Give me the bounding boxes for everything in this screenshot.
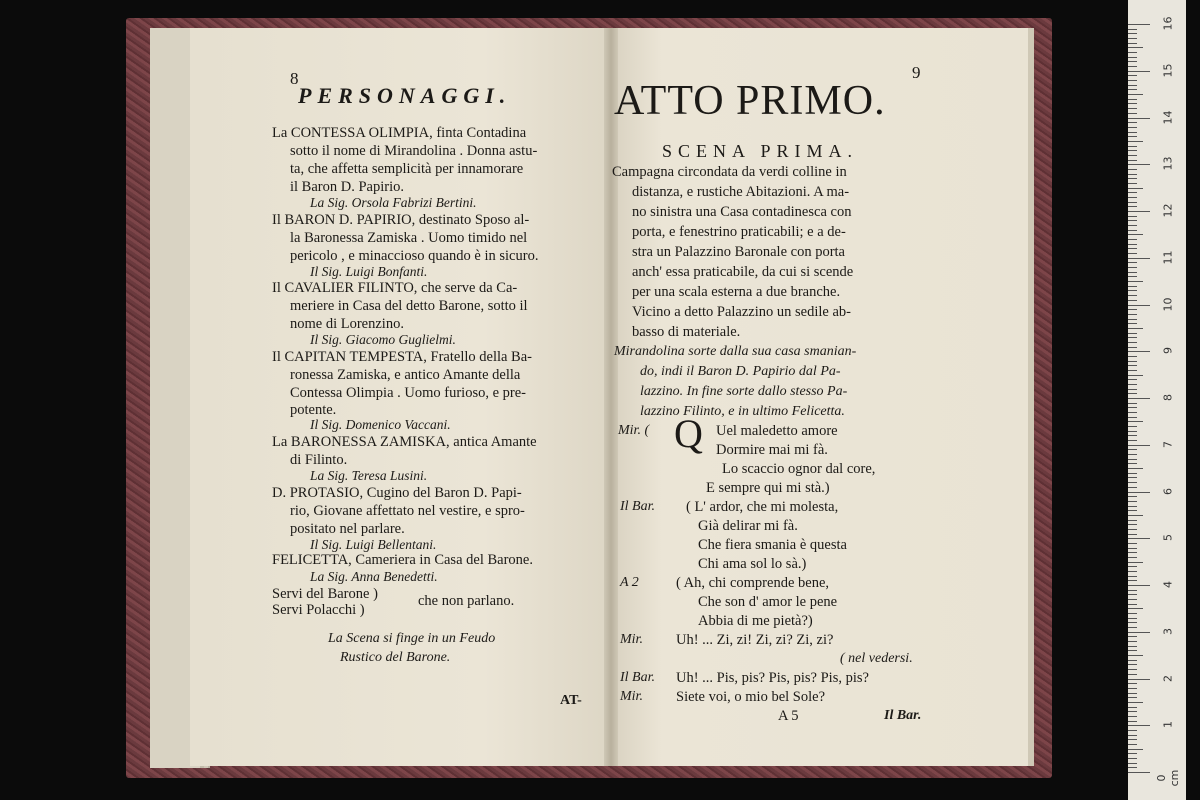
verse-line: ( L' ardor, che mi molesta, — [686, 499, 839, 515]
ruler-tick — [1128, 33, 1137, 34]
text-line: distanza, e rustiche Abitazioni. A ma- — [632, 184, 850, 200]
ruler-tick — [1128, 319, 1137, 320]
ruler-tick — [1128, 510, 1137, 511]
ruler-tick — [1128, 220, 1137, 221]
ruler-tick — [1128, 613, 1137, 614]
ruler-tick — [1128, 57, 1137, 58]
text-line: Il CAPITAN TEMPESTA, Fratello della Ba- — [272, 349, 532, 365]
ruler-tick — [1128, 276, 1137, 277]
page-number: 9 — [912, 63, 921, 82]
ruler-tick — [1128, 725, 1150, 726]
ruler-tick — [1128, 566, 1137, 567]
ruler-tick — [1128, 361, 1137, 362]
ruler-tick — [1128, 449, 1137, 450]
ruler-number: 1 — [1161, 721, 1175, 729]
ruler-tick — [1128, 108, 1137, 109]
ruler-tick — [1128, 150, 1137, 151]
text-line: no sinistra una Casa contadinesca con — [632, 204, 852, 220]
ruler-tick — [1128, 669, 1137, 670]
speaker-label: Mir. — [620, 632, 643, 647]
ruler-tick — [1128, 379, 1137, 380]
ruler-tick — [1128, 557, 1137, 558]
text-line: ronessa Zamiska, e antico Amante della — [290, 367, 521, 383]
ruler-number: 16 — [1161, 16, 1175, 31]
ruler-tick — [1128, 375, 1143, 376]
stage-direction: ( nel vedersi. — [840, 651, 913, 666]
ruler-tick — [1128, 496, 1137, 497]
text-line: basso di materiale. — [632, 324, 741, 340]
text-line: potente. — [290, 402, 337, 418]
ruler-tick — [1128, 697, 1137, 698]
ruler-tick — [1128, 655, 1143, 656]
ruler-tick — [1128, 641, 1137, 642]
ruler-tick — [1128, 281, 1143, 282]
text-line: che non parlano. — [418, 593, 515, 609]
ruler-tick — [1128, 342, 1137, 343]
performer-line: Il Sig. Luigi Bellentani. — [310, 537, 437, 552]
text-line: Campagna circondata da verdi colline in — [612, 164, 847, 180]
page-number: 8 — [290, 69, 299, 88]
verse-line: Già delirar mi fà. — [698, 518, 798, 534]
verse-line: Uh! ... Pis, pis? Pis, pis? Pis, pis? — [676, 670, 869, 686]
ruler-tick — [1128, 683, 1137, 684]
ruler-tick — [1128, 772, 1150, 773]
text-line: anch' essa praticabile, da cui si scende — [632, 264, 854, 280]
ruler-tick — [1128, 711, 1137, 712]
ruler-number: 11 — [1161, 250, 1175, 265]
ruler-tick — [1128, 463, 1137, 464]
ruler-tick — [1128, 169, 1137, 170]
ruler-tick — [1128, 594, 1137, 595]
verse-line: Che son d' amor le pene — [698, 594, 838, 610]
ruler-tick — [1128, 520, 1137, 521]
ruler-tick — [1128, 585, 1150, 586]
ruler-tick — [1128, 576, 1137, 577]
ruler-tick — [1128, 632, 1150, 633]
verse-line: Uel maledetto amore — [716, 423, 838, 439]
ruler-tick — [1128, 412, 1137, 413]
signature-mark: A 5 — [778, 708, 799, 724]
performer-line: La Sig. Orsola Fabrizi Bertini. — [310, 195, 477, 210]
text-line: Il CAVALIER FILINTO, che serve da Ca- — [272, 280, 518, 296]
ruler-tick — [1128, 347, 1137, 348]
ruler-tick — [1128, 571, 1137, 572]
ruler-tick — [1128, 333, 1137, 334]
ruler-tick — [1128, 707, 1137, 708]
performer-line: Il Sig. Giacomo Guglielmi. — [310, 332, 456, 347]
ruler-tick — [1128, 716, 1137, 717]
text-line: per una scala esterna a due branche. — [632, 284, 841, 300]
ruler-tick — [1128, 477, 1137, 478]
ruler-tick — [1128, 192, 1137, 193]
ruler-tick — [1128, 524, 1137, 525]
ruler-tick — [1128, 604, 1137, 605]
text-line: nome di Lorenzino. — [290, 316, 404, 332]
ruler-tick — [1128, 693, 1137, 694]
ruler-number: 10 — [1161, 297, 1175, 311]
ruler-tick — [1128, 370, 1137, 371]
performer-line: Il Sig. Domenico Vaccani. — [310, 417, 451, 432]
ruler-tick — [1128, 244, 1137, 245]
ruler-number: 3 — [1161, 627, 1175, 635]
ruler-tick — [1128, 506, 1137, 507]
ruler-tick — [1128, 534, 1137, 535]
ruler-tick — [1128, 365, 1137, 366]
ruler-tick — [1128, 164, 1150, 165]
catchword: AT- — [560, 693, 582, 708]
ruler-tick — [1128, 188, 1143, 189]
verse-line: Siete voi, o mio bel Sole? — [676, 689, 826, 705]
ruler-tick — [1128, 459, 1137, 460]
ruler-number: 4 — [1161, 581, 1175, 588]
stage-direction: lazzino. In fine sorte dallo stesso Pa- — [640, 384, 848, 399]
stage-direction: do, indi il Baron D. Papirio dal Pa- — [640, 364, 841, 379]
scene-note: La Scena si finge in un Feudo — [328, 631, 496, 646]
text-line: Servi Polacchi ) — [272, 602, 365, 618]
text-line: la Baronessa Zamiska . Uomo timido nel — [290, 230, 528, 246]
ruler-tick — [1128, 580, 1137, 581]
verse-line: Uh! ... Zi, zi! Zi, zi? Zi, zi? — [676, 632, 834, 648]
ruler-tick — [1128, 735, 1137, 736]
ruler-tick — [1128, 234, 1143, 235]
text-line: Servi del Barone ) — [272, 586, 378, 602]
ruler-tick — [1128, 314, 1137, 315]
ruler-tick — [1128, 272, 1137, 273]
book-gutter — [604, 28, 618, 766]
ruler-tick — [1128, 225, 1137, 226]
ruler-tick — [1128, 445, 1150, 446]
performer-line: La Sig. Teresa Lusini. — [310, 468, 428, 483]
ruler-tick — [1128, 487, 1137, 488]
ruler-tick — [1128, 300, 1137, 301]
ruler-tick — [1128, 155, 1137, 156]
ruler-tick — [1128, 323, 1137, 324]
ruler-tick — [1128, 328, 1143, 329]
ruler-tick — [1128, 267, 1137, 268]
ruler-tick — [1128, 197, 1137, 198]
ruler-tick — [1128, 103, 1137, 104]
ruler-tick — [1128, 739, 1137, 740]
ruler-tick — [1128, 113, 1137, 114]
ruler-tick — [1128, 253, 1137, 254]
verse-line: Dormire mai mi fà. — [716, 442, 828, 458]
ruler-tick — [1128, 206, 1137, 207]
ruler-tick — [1128, 290, 1137, 291]
text-line: Vicino a detto Palazzino un sedile ab- — [632, 304, 851, 320]
performer-line: Il Sig. Luigi Bonfanti. — [310, 264, 428, 279]
ruler-tick — [1128, 548, 1137, 549]
text-line: pericolo , e minaccioso quando è in sicuro. — [290, 248, 539, 264]
ruler-tick — [1128, 543, 1137, 544]
ruler-number: 14 — [1161, 110, 1175, 124]
text-line: rio, Giovane affettato nel vestire, e spro- — [290, 503, 525, 519]
text-line: sotto il nome di Mirandolina . Donna astu- — [290, 143, 538, 159]
ruler-tick — [1128, 454, 1137, 455]
ruler-tick — [1128, 61, 1137, 62]
ruler-tick — [1128, 94, 1143, 95]
act-title: ATTO PRIMO. — [614, 78, 886, 124]
ruler-tick — [1128, 763, 1137, 764]
ruler-tick — [1128, 389, 1137, 390]
ruler-tick — [1128, 407, 1137, 408]
ruler-tick — [1128, 435, 1137, 436]
ruler-tick — [1128, 440, 1137, 441]
ruler-tick — [1128, 590, 1137, 591]
ruler-number: 0 cm — [1155, 769, 1181, 787]
ruler-tick — [1128, 258, 1150, 259]
ruler-tick — [1128, 674, 1137, 675]
page-heading: PERSONAGGI. — [298, 83, 512, 108]
speaker-label: Il Bar. — [620, 670, 655, 685]
ruler-number: 12 — [1161, 203, 1175, 218]
ruler-tick — [1128, 71, 1150, 72]
speaker-label: Mir. ( — [618, 423, 650, 438]
ruler-tick — [1128, 398, 1150, 399]
ruler-tick — [1128, 43, 1137, 44]
ruler-tick — [1128, 160, 1137, 161]
ruler-tick — [1128, 660, 1137, 661]
ruler-tick — [1128, 239, 1137, 240]
ruler-tick — [1128, 421, 1143, 422]
ruler-tick — [1128, 482, 1137, 483]
ruler-tick — [1128, 356, 1137, 357]
ruler-tick — [1128, 417, 1137, 418]
speaker-label: A 2 — [620, 575, 639, 590]
ruler-tick — [1128, 305, 1150, 306]
ruler-tick — [1128, 744, 1137, 745]
scene-title: SCENA PRIMA. — [662, 141, 859, 161]
text-line: meriere in Casa del detto Barone, sotto il — [290, 298, 528, 314]
ruler-tick — [1128, 636, 1137, 637]
measuring-ruler — [1128, 0, 1186, 800]
text-line: porta, e fenestrino praticabili; e a de- — [632, 224, 846, 240]
verse-line: Lo scaccio ognor dal core, — [722, 461, 876, 477]
ruler-tick — [1128, 622, 1137, 623]
ruler-number: 5 — [1161, 534, 1175, 542]
ruler-tick — [1128, 146, 1137, 147]
ruler-tick — [1128, 627, 1137, 628]
ruler-tick — [1128, 618, 1137, 619]
text-line: D. PROTASIO, Cugino del Baron D. Papi- — [272, 485, 522, 501]
ruler-number: 13 — [1161, 156, 1175, 171]
text-line: stra un Palazzino Baronale con porta — [632, 244, 845, 260]
ruler-tick — [1128, 552, 1137, 553]
ruler-tick — [1128, 515, 1143, 516]
ruler-tick — [1128, 702, 1143, 703]
ruler-tick — [1128, 99, 1137, 100]
ruler-tick — [1128, 758, 1137, 759]
ruler-tick — [1128, 24, 1150, 25]
text-line: Il BARON D. PAPIRIO, destinato Sposo al- — [272, 212, 530, 228]
ruler-tick — [1128, 351, 1150, 352]
ruler-tick — [1128, 473, 1137, 474]
ruler-tick — [1128, 664, 1137, 665]
ruler-tick — [1128, 767, 1137, 768]
ruler-tick — [1128, 730, 1137, 731]
speaker-label: Il Bar. — [620, 499, 655, 514]
ruler-tick — [1128, 29, 1137, 30]
ruler-tick — [1128, 749, 1143, 750]
stage-direction: Mirandolina sorte dalla sua casa smanian- — [614, 344, 857, 359]
ruler-tick — [1128, 216, 1137, 217]
ruler-tick — [1128, 295, 1137, 296]
ruler-tick — [1128, 230, 1137, 231]
ruler-tick — [1128, 66, 1137, 67]
verse-line: Abbia di me pietà?) — [698, 613, 813, 629]
ruler-tick — [1128, 89, 1137, 90]
ruler-tick — [1128, 211, 1150, 212]
drop-cap: Q — [674, 411, 703, 456]
ruler-tick — [1128, 118, 1150, 119]
verse-line: E sempre qui mi stà.) — [706, 480, 830, 496]
ruler-tick — [1128, 174, 1137, 175]
ruler-tick — [1128, 608, 1143, 609]
ruler-tick — [1128, 688, 1137, 689]
ruler-tick — [1128, 136, 1137, 137]
ruler-number: 2 — [1161, 674, 1175, 682]
text-line: di Filinto. — [290, 452, 348, 468]
ruler-tick — [1128, 468, 1143, 469]
catchword: Il Bar. — [884, 708, 922, 723]
ruler-tick — [1128, 529, 1137, 530]
ruler-tick — [1128, 679, 1150, 680]
ruler-number: 7 — [1161, 440, 1175, 448]
text-line: FELICETTA, Cameriera in Casa del Barone. — [272, 552, 533, 568]
ruler-tick — [1128, 393, 1137, 394]
ruler-tick — [1128, 248, 1137, 249]
ruler-tick — [1128, 262, 1137, 263]
text-line: La BARONESSA ZAMISKA, antica Amante — [272, 434, 537, 450]
text-line: Contessa Olimpia . Uomo furioso, e pre- — [290, 385, 526, 401]
ruler-tick — [1128, 80, 1137, 81]
ruler-tick — [1128, 38, 1137, 39]
ruler-tick — [1128, 309, 1137, 310]
ruler-tick — [1128, 384, 1137, 385]
ruler-tick — [1128, 132, 1137, 133]
ruler-tick — [1128, 538, 1150, 539]
ruler-tick — [1128, 721, 1137, 722]
ruler-tick — [1128, 85, 1137, 86]
ruler-tick — [1128, 141, 1143, 142]
ruler-tick — [1128, 599, 1137, 600]
text-line: La CONTESSA OLIMPIA, finta Contadina — [272, 125, 527, 141]
ruler-tick — [1128, 286, 1137, 287]
ruler-tick — [1128, 492, 1150, 493]
text-line: il Baron D. Papirio. — [290, 179, 404, 195]
stage-direction: lazzino Filinto, e in ultimo Felicetta. — [640, 404, 845, 419]
ruler-tick — [1128, 183, 1137, 184]
ruler-tick — [1128, 178, 1137, 179]
verse-line: Chi ama sol lo sà.) — [698, 556, 807, 572]
ruler-number: 9 — [1161, 347, 1175, 355]
verse-line: Che fiera smania è questa — [698, 537, 847, 553]
ruler-number: 6 — [1161, 487, 1175, 495]
ruler-number: 15 — [1161, 63, 1175, 78]
verse-line: ( Ah, chi comprende bene, — [676, 575, 830, 591]
ruler-tick — [1128, 337, 1137, 338]
ruler-tick — [1128, 753, 1137, 754]
ruler-tick — [1128, 426, 1137, 427]
ruler-tick — [1128, 646, 1137, 647]
ruler-tick — [1128, 202, 1137, 203]
ruler-number: 8 — [1161, 394, 1175, 401]
text-line: positato nel parlare. — [290, 521, 405, 537]
ruler-tick — [1128, 75, 1137, 76]
ruler-tick — [1128, 52, 1137, 53]
ruler-tick — [1128, 122, 1137, 123]
ruler-tick — [1128, 403, 1137, 404]
ruler-tick — [1128, 127, 1137, 128]
performer-line: La Sig. Anna Benedetti. — [310, 569, 438, 584]
ruler-tick — [1128, 47, 1143, 48]
ruler-tick — [1128, 562, 1143, 563]
speaker-label: Mir. — [620, 689, 643, 704]
text-line: ta, che affetta semplicità per innamorare — [290, 161, 524, 177]
ruler-tick — [1128, 650, 1137, 651]
ruler-tick — [1128, 501, 1137, 502]
ruler-tick — [1128, 431, 1137, 432]
scene-note: Rustico del Barone. — [340, 650, 451, 665]
